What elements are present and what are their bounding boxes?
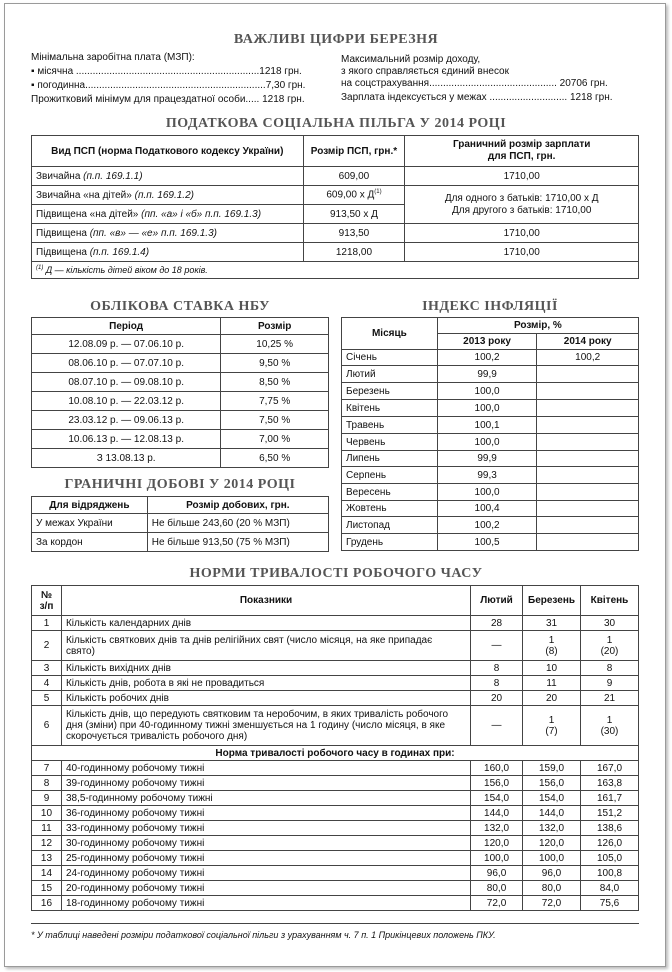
psp-table	[31, 135, 639, 279]
worktime-hours-feb: 156,0	[471, 776, 523, 791]
max-income-line-2: з якого справляється єдиний внесок	[341, 66, 509, 77]
inflation-2013: 99,3	[437, 467, 537, 484]
worktime-row-number: 5	[32, 691, 62, 706]
worktime-hours-label: 40-годинному робочому тижні	[61, 761, 470, 776]
worktime-hours-label: 20-годинному робочому тижні	[61, 881, 470, 896]
worktime-hours-mar: 159,0	[523, 761, 581, 776]
mzp-label: Мінімальна заробітна плата (МЗП):	[31, 52, 195, 63]
worktime-row-number: 6	[32, 706, 62, 746]
worktime-hours-apr: 126,0	[581, 836, 639, 851]
worktime-hours-feb: 72,0	[471, 896, 523, 911]
worktime-hours-number: 10	[32, 806, 62, 821]
inflation-2013: 100,0	[437, 434, 537, 451]
worktime-hours-mar: 96,0	[523, 866, 581, 881]
worktime-row-number: 3	[32, 661, 62, 676]
psp-row-limit: 1710,00	[405, 243, 639, 262]
inflation-2013: 99,9	[437, 366, 537, 383]
worktime-header-mar: Березень	[523, 586, 581, 616]
nbu-header-period: Період	[32, 318, 221, 335]
inflation-2013: 100,2	[437, 350, 537, 366]
nbu-rate: 9,50 %	[221, 354, 329, 373]
psp-row-type: Підвищена «на дітей» (пп. «а» і «б» п.п. 169.1.3)	[32, 205, 304, 224]
worktime-row-apr: 9	[581, 676, 639, 691]
worktime-hours-number: 7	[32, 761, 62, 776]
mzp-monthly: ▪ місячна ..................................................................1218 грн.	[31, 66, 302, 77]
psp-row-type: Звичайна (п.п. 169.1.1)	[32, 167, 304, 186]
daily-destination: За кордон	[32, 533, 148, 552]
worktime-row-feb: 8	[471, 661, 523, 676]
psp-title: ПОДАТКОВА СОЦІАЛЬНА ПІЛЬГА У 2014 РОЦІ	[165, 116, 507, 131]
nbu-header-rate: Розмір	[221, 318, 329, 335]
inflation-header-2013: 2013 року	[437, 334, 537, 350]
worktime-hours-feb: 154,0	[471, 791, 523, 806]
worktime-hours-mar: 120,0	[523, 836, 581, 851]
max-income-line-1: Максимальний розмір доходу,	[341, 54, 481, 65]
inflation-2014	[537, 501, 639, 517]
worktime-row-number: 1	[32, 616, 62, 631]
psp-header-type: Вид ПСП (норма Податкового кодексу України)	[32, 136, 304, 167]
worktime-row-mar: 1 (8)	[523, 631, 581, 661]
inflation-2014	[537, 400, 639, 417]
psp-row-limit-children: Для одного з батьків: 1710,00 х Д Для другого з батьків: 1710,00	[405, 186, 639, 224]
worktime-hours-mar: 156,0	[523, 776, 581, 791]
worktime-row-feb: 8	[471, 676, 523, 691]
inflation-2014	[537, 434, 639, 451]
footnote-divider	[31, 923, 639, 924]
daily-amount: Не більше 243,60 (20 % МЗП)	[147, 514, 328, 533]
indexation-limit: Зарплата індексується у межах ............................ 1218 грн.	[341, 92, 613, 103]
worktime-hours-feb: 144,0	[471, 806, 523, 821]
worktime-row-mar: 31	[523, 616, 581, 631]
worktime-header-indicator: Показники	[61, 586, 470, 616]
inflation-title: ІНДЕКС ІНФЛЯЦІЇ	[422, 299, 558, 314]
worktime-hours-number: 12	[32, 836, 62, 851]
inflation-2013: 100,4	[437, 501, 537, 517]
inflation-header-month: Місяць	[342, 318, 438, 350]
worktime-hours-label: 24-годинному робочому тижні	[61, 866, 470, 881]
nbu-rate: 6,50 %	[221, 449, 329, 468]
nbu-title: ОБЛІКОВА СТАВКА НБУ	[90, 299, 270, 314]
worktime-hours-mar: 100,0	[523, 851, 581, 866]
nbu-table	[31, 317, 329, 468]
worktime-row-mar: 10	[523, 661, 581, 676]
psp-row-limit: 1710,00	[405, 224, 639, 243]
worktime-hours-label: 33-годинному робочому тижні	[61, 821, 470, 836]
worktime-hours-feb: 132,0	[471, 821, 523, 836]
psp-header-limit-1: Граничний розмір зарплати	[452, 139, 591, 150]
inflation-2013: 100,0	[437, 383, 537, 400]
worktime-hours-label: 38,5-годинному робочому тижні	[61, 791, 470, 806]
worktime-hours-number: 16	[32, 896, 62, 911]
inflation-2013: 100,0	[437, 484, 537, 501]
inflation-2013: 100,0	[437, 400, 537, 417]
daily-table	[31, 496, 329, 552]
worktime-row-feb: —	[471, 706, 523, 746]
worktime-hours-label: 25-годинному робочому тижні	[61, 851, 470, 866]
inflation-month: Квітень	[342, 400, 438, 417]
inflation-month: Березень	[342, 383, 438, 400]
worktime-row-label: Кількість днів, робота в які не провадиться	[61, 676, 470, 691]
inflation-2013: 100,2	[437, 517, 537, 534]
worktime-header-feb: Лютий	[471, 586, 523, 616]
inflation-month: Січень	[342, 350, 438, 366]
worktime-row-label: Кількість робочих днів	[61, 691, 470, 706]
nbu-rate: 7,75 %	[221, 392, 329, 411]
psp-header-amount: Розмір ПСП, грн.*	[303, 136, 405, 167]
daily-header-trip: Для відряджень	[32, 497, 148, 514]
psp-header-limit	[405, 136, 639, 167]
worktime-hours-mar: 132,0	[523, 821, 581, 836]
living-minimum: Прожитковий мінімум для працездатної особи..... 1218 грн.	[31, 94, 305, 105]
psp-row-amount: 913,50	[303, 224, 405, 243]
inflation-2014	[537, 451, 639, 467]
inflation-2014	[537, 417, 639, 434]
footnote: * У таблиці наведені розміри податкової соціальної пільги з урахуванням ч. 7 п. 1 Прикінцевих положень ПКУ.	[31, 930, 496, 940]
inflation-month: Листопад	[342, 517, 438, 534]
nbu-period: 10.08.10 р. — 22.03.12 р.	[32, 392, 221, 411]
inflation-2013: 100,5	[437, 534, 537, 551]
worktime-hours-label: 18-годинному робочому тижні	[61, 896, 470, 911]
worktime-row-label: Кількість святкових днів та днів релігійних свят (число місяця, на яке припадає свято)	[61, 631, 470, 661]
psp-row-type: Підвищена (пп. «в» — «е» п.п. 169.1.3)	[32, 224, 304, 243]
page	[4, 3, 666, 967]
worktime-hours-number: 8	[32, 776, 62, 791]
worktime-hours-apr: 84,0	[581, 881, 639, 896]
worktime-hours-number: 13	[32, 851, 62, 866]
daily-destination: У межах України	[32, 514, 148, 533]
daily-amount: Не більше 913,50 (75 % МЗП)	[147, 533, 328, 552]
worktime-row-apr: 8	[581, 661, 639, 676]
nbu-period: 08.06.10 р. — 07.07.10 р.	[32, 354, 221, 373]
psp-header-limit-2: для ПСП, грн.	[487, 151, 556, 162]
worktime-title: НОРМИ ТРИВАЛОСТІ РОБОЧОГО ЧАСУ	[189, 566, 483, 581]
inflation-2014	[537, 383, 639, 400]
worktime-hours-mar: 72,0	[523, 896, 581, 911]
worktime-row-apr: 1 (20)	[581, 631, 639, 661]
worktime-hours-apr: 105,0	[581, 851, 639, 866]
worktime-row-apr: 30	[581, 616, 639, 631]
worktime-hours-feb: 96,0	[471, 866, 523, 881]
worktime-row-feb: 28	[471, 616, 523, 631]
worktime-row-number: 2	[32, 631, 62, 661]
worktime-row-mar: 11	[523, 676, 581, 691]
nbu-period: 12.08.09 р. — 07.06.10 р.	[32, 335, 221, 354]
inflation-month: Вересень	[342, 484, 438, 501]
worktime-hours-number: 15	[32, 881, 62, 896]
worktime-subheader: Норма тривалості робочого часу в годинах при:	[32, 746, 639, 761]
worktime-hours-apr: 75,6	[581, 896, 639, 911]
psp-note: $^{(1)}$ Д — кількість дітей віком до 18 років.	[32, 262, 639, 279]
inflation-month: Червень	[342, 434, 438, 451]
psp-row-amount: 913,50 х Д	[303, 205, 405, 224]
nbu-period: 23.03.12 р. — 09.06.13 р.	[32, 411, 221, 430]
inflation-2014	[537, 517, 639, 534]
worktime-hours-apr: 138,6	[581, 821, 639, 836]
nbu-period: 10.06.13 р. — 12.08.13 р.	[32, 430, 221, 449]
worktime-hours-apr: 163,8	[581, 776, 639, 791]
worktime-hours-mar: 80,0	[523, 881, 581, 896]
worktime-row-label: Кількість вихідних днів	[61, 661, 470, 676]
inflation-month: Липень	[342, 451, 438, 467]
nbu-period: 08.07.10 р. — 09.08.10 р.	[32, 373, 221, 392]
inflation-2014: 100,2	[537, 350, 639, 366]
worktime-row-apr: 1 (30)	[581, 706, 639, 746]
worktime-row-feb: —	[471, 631, 523, 661]
nbu-rate: 8,50 %	[221, 373, 329, 392]
nbu-rate: 7,00 %	[221, 430, 329, 449]
worktime-row-mar: 1 (7)	[523, 706, 581, 746]
march-figures-title: ВАЖЛИВІ ЦИФРИ БЕРЕЗНЯ	[233, 32, 439, 47]
inflation-2014	[537, 366, 639, 383]
worktime-row-number: 4	[32, 676, 62, 691]
daily-header-amount: Розмір добових, грн.	[147, 497, 328, 514]
worktime-hours-number: 14	[32, 866, 62, 881]
psp-row-amount: 609,00	[303, 167, 405, 186]
inflation-month: Травень	[342, 417, 438, 434]
inflation-month: Серпень	[342, 467, 438, 484]
worktime-hours-label: 36-годинному робочому тижні	[61, 806, 470, 821]
inflation-table	[341, 317, 639, 551]
inflation-2014	[537, 467, 639, 484]
inflation-2013: 100,1	[437, 417, 537, 434]
inflation-month: Жовтень	[342, 501, 438, 517]
worktime-table	[31, 585, 639, 911]
worktime-row-feb: 20	[471, 691, 523, 706]
worktime-hours-mar: 144,0	[523, 806, 581, 821]
psp-row-amount: 1218,00	[303, 243, 405, 262]
inflation-header-rate: Розмір, %	[437, 318, 638, 334]
max-income-line-3: на соцстрахування.............................................. 20706 грн.	[341, 78, 608, 89]
nbu-rate: 7,50 %	[221, 411, 329, 430]
worktime-hours-apr: 161,7	[581, 791, 639, 806]
worktime-hours-mar: 154,0	[523, 791, 581, 806]
daily-title: ГРАНИЧНІ ДОБОВІ У 2014 РОЦІ	[64, 477, 296, 492]
inflation-month: Лютий	[342, 366, 438, 383]
psp-row-type: Звичайна «на дітей» (п.п. 169.1.2)	[32, 186, 304, 205]
worktime-row-mar: 20	[523, 691, 581, 706]
worktime-row-apr: 21	[581, 691, 639, 706]
worktime-hours-number: 11	[32, 821, 62, 836]
nbu-period: З 13.08.13 р.	[32, 449, 221, 468]
inflation-header-2014: 2014 року	[537, 334, 639, 350]
worktime-hours-apr: 167,0	[581, 761, 639, 776]
worktime-hours-feb: 100,0	[471, 851, 523, 866]
worktime-header-number: № з/п	[32, 586, 62, 616]
worktime-hours-label: 30-годинному робочому тижні	[61, 836, 470, 851]
worktime-row-label: Кількість днів, що передують святковим та неробочим, в яких тривалість робочого дня (зміни) при 40-годинному тижні зменшується на 1 годину (число місяця, в яке скорочується тривалість робочого дня)	[61, 706, 470, 746]
mzp-hourly: ▪ погодинна.................................................................7,30 грн.	[31, 80, 306, 91]
worktime-hours-feb: 80,0	[471, 881, 523, 896]
inflation-2014	[537, 484, 639, 501]
psp-row-limit: 1710,00	[405, 167, 639, 186]
inflation-2013: 99,9	[437, 451, 537, 467]
worktime-hours-apr: 100,8	[581, 866, 639, 881]
worktime-hours-apr: 151,2	[581, 806, 639, 821]
worktime-header-apr: Квітень	[581, 586, 639, 616]
inflation-month: Грудень	[342, 534, 438, 551]
psp-row-type: Підвищена (п.п. 169.1.4)	[32, 243, 304, 262]
worktime-hours-label: 39-годинному робочому тижні	[61, 776, 470, 791]
inflation-2014	[537, 534, 639, 551]
worktime-hours-number: 9	[32, 791, 62, 806]
worktime-hours-feb: 120,0	[471, 836, 523, 851]
nbu-rate: 10,25 %	[221, 335, 329, 354]
worktime-hours-feb: 160,0	[471, 761, 523, 776]
worktime-row-label: Кількість календарних днів	[61, 616, 470, 631]
psp-row-amount: 609,00 х $Д^{(1)}$	[303, 186, 405, 205]
